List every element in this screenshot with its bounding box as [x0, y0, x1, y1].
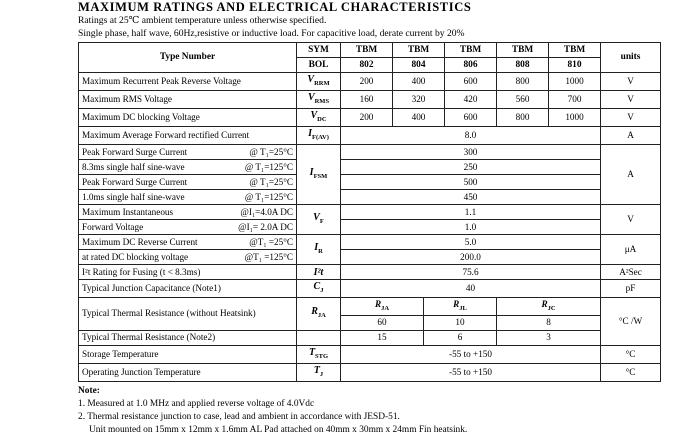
model-number-1: 802	[341, 58, 393, 73]
value-cell: 1.0	[341, 220, 601, 235]
param-label: Maximum DC blocking Voltage	[79, 109, 297, 127]
unit-cell: pF	[601, 280, 661, 298]
thermal-head-rjl: $R_{JL}$	[424, 298, 497, 316]
value-cell: 250	[341, 160, 601, 175]
table-row	[79, 363, 661, 381]
unit-cell: A	[601, 145, 661, 205]
param-symbol: $I_{F(AV)}$	[297, 127, 341, 145]
note-1: 1. Measured at 1.0 MHz and applied reverse voltage of 4.0Vdc	[78, 398, 315, 409]
note-2: 2. Thermal resistance junction to case, lead and ambient in accordance with JESD-51.	[78, 411, 400, 422]
param-symbol-empty	[297, 330, 341, 345]
note-2-continued: Unit mounted on 15mm x 12mm x 1.6mm AL Pad attached on 40mm x 30mm x 24mm Fin heatsink.	[89, 424, 468, 435]
table-row	[79, 145, 661, 160]
param-symbol: $C_J$	[297, 280, 341, 298]
value-cell: 420	[445, 91, 497, 109]
param-symbol: $V_{RMS}$	[297, 91, 341, 109]
table-row	[79, 205, 661, 220]
unit-cell: V	[601, 73, 661, 91]
param-label: Maximum Instantaneous @I₁=4.0A DC	[79, 205, 297, 220]
value-cell: 560	[497, 91, 549, 109]
table-row	[79, 250, 661, 265]
unit-cell: °C	[601, 363, 661, 381]
table-row	[79, 127, 661, 145]
param-label: Storage Temperature	[79, 345, 297, 363]
param-label: Typical Thermal Resistance (Note2)	[79, 330, 297, 345]
value-cell: 400	[393, 109, 445, 127]
table-row	[79, 160, 661, 175]
model-header-1: TBM	[341, 43, 393, 58]
unit-cell: μA	[601, 235, 661, 265]
model-number-3: 806	[445, 58, 497, 73]
model-header-5: TBM	[549, 43, 601, 58]
ratings-condition: Ratings at 25℃ ambient temperature unless otherwise specified.	[78, 15, 327, 26]
value-cell: 5.0	[341, 235, 601, 250]
value-cell: 800	[497, 73, 549, 91]
value-cell: 40	[341, 280, 601, 298]
unit-cell: A²Sec	[601, 265, 661, 280]
param-label: 1.0ms single half sine-wave @ T₁=125°C	[79, 190, 297, 205]
param-label: Maximum Recurrent Peak Reverse Voltage	[79, 73, 297, 91]
value-cell: 160	[341, 91, 393, 109]
value-cell: 3	[497, 330, 601, 345]
table-row	[79, 91, 661, 109]
value-cell: 600	[445, 73, 497, 91]
value-cell: 10	[424, 315, 497, 330]
unit-cell: °C	[601, 345, 661, 363]
value-cell: 450	[341, 190, 601, 205]
value-cell: 1000	[549, 109, 601, 127]
param-label: Maximum Average Forward rectified Current	[79, 127, 297, 145]
param-symbol: $V_{DC}$	[297, 109, 341, 127]
model-header-3: TBM	[445, 43, 497, 58]
param-symbol: $T_{STG}$	[297, 345, 341, 363]
param-symbol: $I_{FSM}$	[297, 145, 341, 205]
value-cell: 1000	[549, 73, 601, 91]
param-label: Peak Forward Surge Current @ T₁=25°C	[79, 175, 297, 190]
section-title: MAXIMUM RATINGS AND ELECTRICAL CHARACTERISTICS	[78, 0, 472, 14]
value-cell: 600	[445, 109, 497, 127]
param-label: Operating Junction Temperature	[79, 363, 297, 381]
model-number-2: 804	[393, 58, 445, 73]
table-row	[79, 345, 661, 363]
param-symbol: $R_{JA}$	[297, 298, 341, 331]
units-header: units	[601, 43, 661, 73]
param-symbol: $T_J$	[297, 363, 341, 381]
value-cell: 200	[341, 73, 393, 91]
type-number-header: Type Number	[79, 43, 297, 73]
value-cell: 8.0	[341, 127, 601, 145]
param-symbol: $V_F$	[297, 205, 341, 235]
table-row	[79, 190, 661, 205]
value-cell: 1.1	[341, 205, 601, 220]
param-label: Forward Voltage @I₁= 2.0A DC	[79, 220, 297, 235]
table-row	[79, 298, 661, 316]
param-symbol: I²t	[297, 265, 341, 280]
param-label: 8.3ms single half sine-wave @ T₁=125°C	[79, 160, 297, 175]
model-number-5: 810	[549, 58, 601, 73]
table-row	[79, 109, 661, 127]
value-cell: 200	[341, 109, 393, 127]
value-cell: 200.0	[341, 250, 601, 265]
value-cell: 400	[393, 73, 445, 91]
param-label: I²t Rating for Fusing (t < 8.3ms)	[79, 265, 297, 280]
table-row	[79, 73, 661, 91]
param-label: Typical Junction Capacitance (Note1)	[79, 280, 297, 298]
table-row	[79, 175, 661, 190]
characteristics-table	[78, 42, 661, 382]
value-cell: 300	[341, 145, 601, 160]
param-label: Maximum DC Reverse Current @T₁ =25°C	[79, 235, 297, 250]
unit-cell: V	[601, 91, 661, 109]
notes-heading: Note:	[78, 385, 100, 396]
table-row	[79, 265, 661, 280]
unit-cell: °C /W	[601, 298, 661, 346]
value-cell: -55 to +150	[341, 363, 601, 381]
notes-section	[78, 385, 700, 437]
unit-cell: V	[601, 205, 661, 235]
param-symbol: $V_{RRM}$	[297, 73, 341, 91]
param-symbol: $I_R$	[297, 235, 341, 265]
value-cell: 500	[341, 175, 601, 190]
model-header-2: TBM	[393, 43, 445, 58]
value-cell: 15	[341, 330, 424, 345]
table-row	[79, 235, 661, 250]
symbol-header-bottom: BOL	[297, 58, 341, 73]
value-cell: 800	[497, 109, 549, 127]
value-cell: 8	[497, 315, 601, 330]
header-row	[79, 43, 661, 58]
param-label: Peak Forward Surge Current @ T₁=25°C	[79, 145, 297, 160]
thermal-head-rjc: $R_{JC}$	[497, 298, 601, 316]
value-cell: 75.6	[341, 265, 601, 280]
value-cell: 700	[549, 91, 601, 109]
model-header-4: TBM	[497, 43, 549, 58]
param-label: Typical Thermal Resistance (without Heatsink)	[79, 298, 297, 331]
table-row	[79, 220, 661, 235]
load-condition: Single phase, half wave, 60Hz,resistive or inductive load. For capacitive load, derate current by 20%	[78, 27, 465, 39]
table-row	[79, 280, 661, 298]
thermal-head-rja: $R_{JA}$	[341, 298, 424, 316]
unit-cell: V	[601, 109, 661, 127]
value-cell: 60	[341, 315, 424, 330]
param-label: Maximum RMS Voltage	[79, 91, 297, 109]
model-number-4: 808	[497, 58, 549, 73]
value-cell: 6	[424, 330, 497, 345]
symbol-header-top: SYM	[297, 43, 341, 58]
param-label: at rated DC blocking voltage @T₁ =125°C	[79, 250, 297, 265]
value-cell: -55 to +150	[341, 345, 601, 363]
unit-cell: A	[601, 127, 661, 145]
value-cell: 320	[393, 91, 445, 109]
table-row	[79, 330, 661, 345]
